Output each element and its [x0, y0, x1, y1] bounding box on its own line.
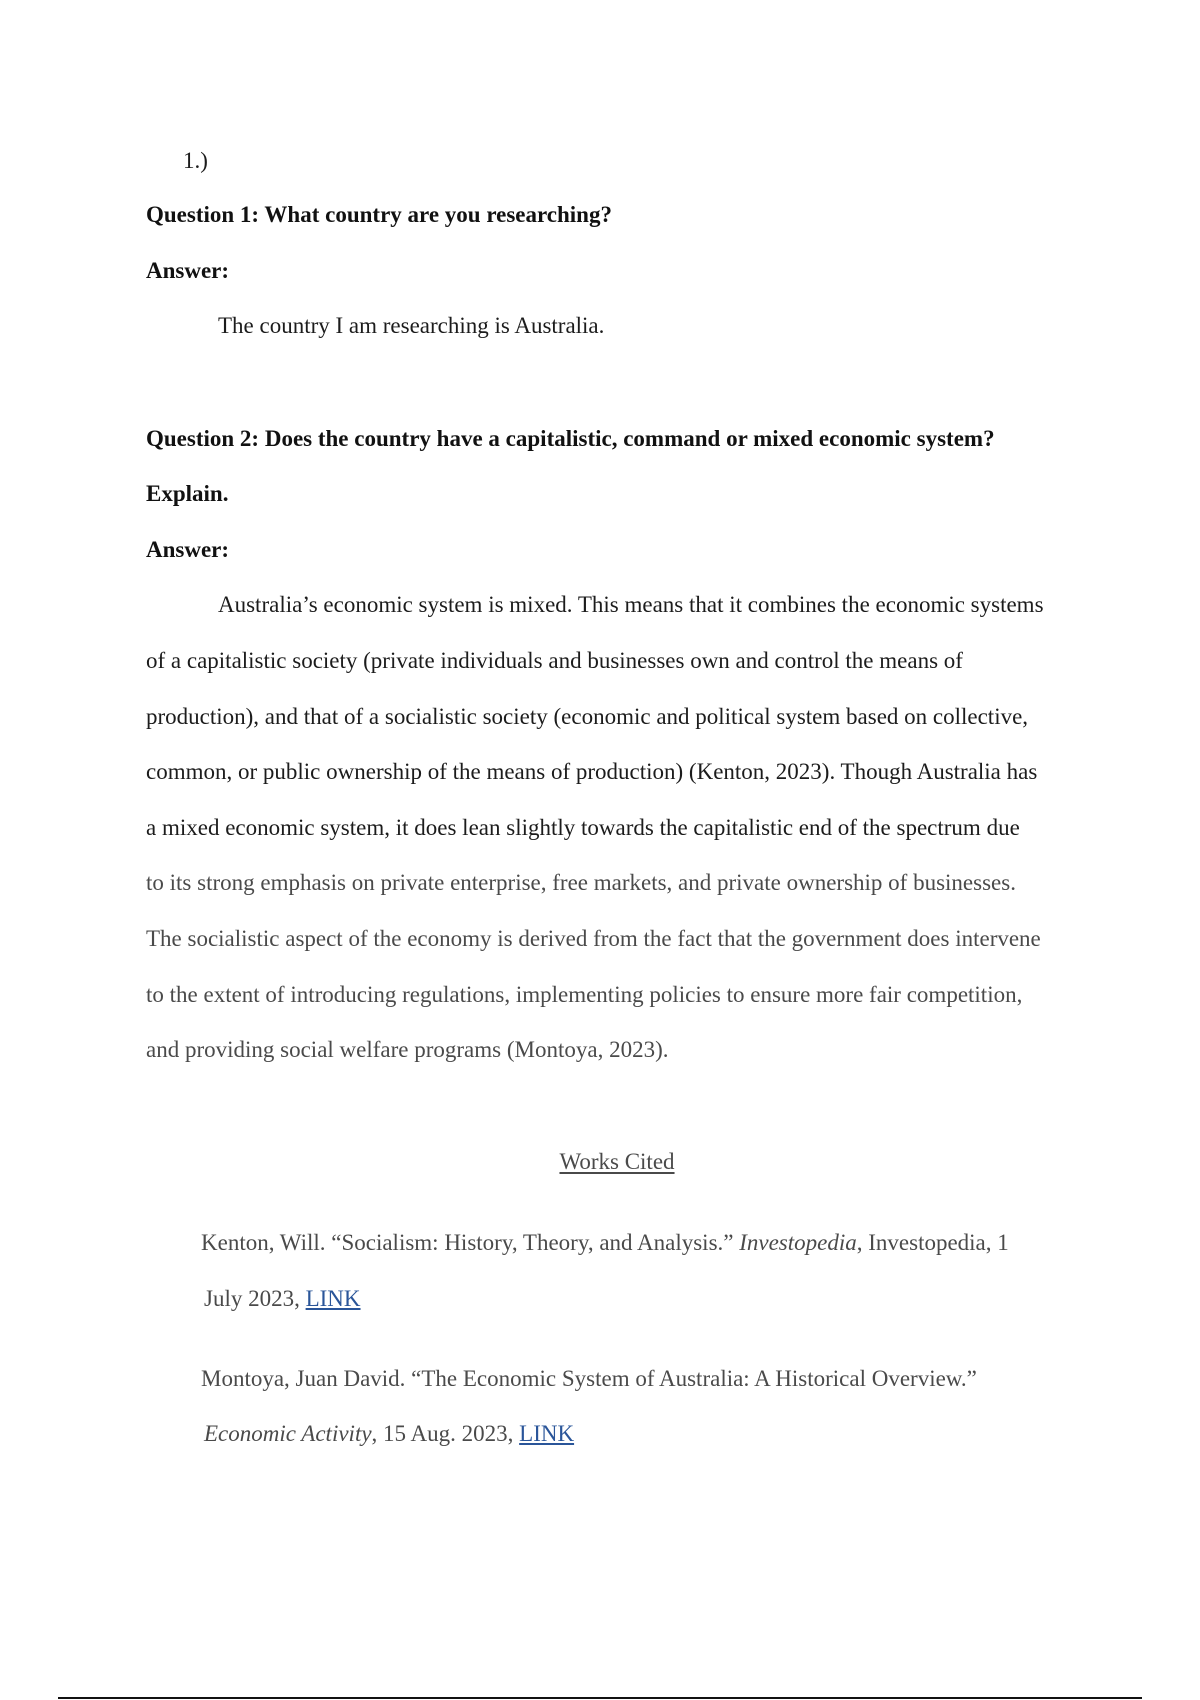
citation-line: Montoya, Juan David. “The Economic System of Australia: A Historical Overview.”	[201, 1366, 977, 1391]
question-1-heading: Question 1: What country are you researching?	[146, 202, 612, 227]
answer-line: The socialistic aspect of the economy is derived from the fact that the government does intervene	[146, 926, 1041, 951]
question-2-heading-line-1: Question 2: Does the country have a capitalistic, command or mixed economic system?	[146, 426, 995, 451]
answer-line: to its strong emphasis on private enterprise, free markets, and private ownership of businesses.	[146, 870, 1016, 895]
citation-text: , Investopedia, 1	[856, 1230, 1009, 1255]
question-2-answer-label: Answer:	[146, 537, 230, 562]
answer-line: to the extent of introducing regulations, implementing policies to ensure more fair competition,	[146, 982, 1023, 1007]
question-1-answer-text: The country I am researching is Australia.	[218, 313, 605, 338]
bottom-divider	[58, 1697, 1142, 1699]
answer-line: of a capitalistic society (private individuals and businesses own and control the means of	[146, 648, 963, 673]
works-cited-title	[0, 1147, 1200, 1177]
answer-line: Australia’s economic system is mixed. This means that it combines the economic systems	[218, 592, 1044, 617]
answer-line: production), and that of a socialistic society (economic and political system based on collective,	[146, 704, 1029, 729]
citation-line	[204, 1419, 574, 1449]
answer-line: and providing social welfare programs (Montoya, 2023).	[146, 1037, 669, 1062]
citation-link[interactable]: LINK	[305, 1286, 361, 1311]
question-2-heading-line-2: Explain.	[146, 481, 229, 506]
citation-line	[201, 1228, 1009, 1258]
citation-text: July 2023,	[204, 1286, 306, 1311]
works-cited-title-text: Works Cited	[559, 1149, 675, 1174]
citation-publication: Investopedia	[739, 1230, 857, 1255]
citation-text: , 15 Aug. 2023,	[371, 1421, 520, 1446]
citation-link[interactable]: LINK	[519, 1421, 575, 1446]
item-number: 1.)	[183, 148, 208, 173]
citation-line	[204, 1284, 361, 1314]
question-1-answer-label: Answer:	[146, 258, 230, 283]
citation-publication: Economic Activity	[204, 1421, 372, 1446]
answer-line: common, or public ownership of the means of production) (Kenton, 2023). Though Australia has	[146, 759, 1038, 784]
answer-line: a mixed economic system, it does lean slightly towards the capitalistic end of the spectrum due	[146, 815, 1020, 840]
citation-text: Kenton, Will. “Socialism: History, Theory, and Analysis.”	[201, 1230, 740, 1255]
